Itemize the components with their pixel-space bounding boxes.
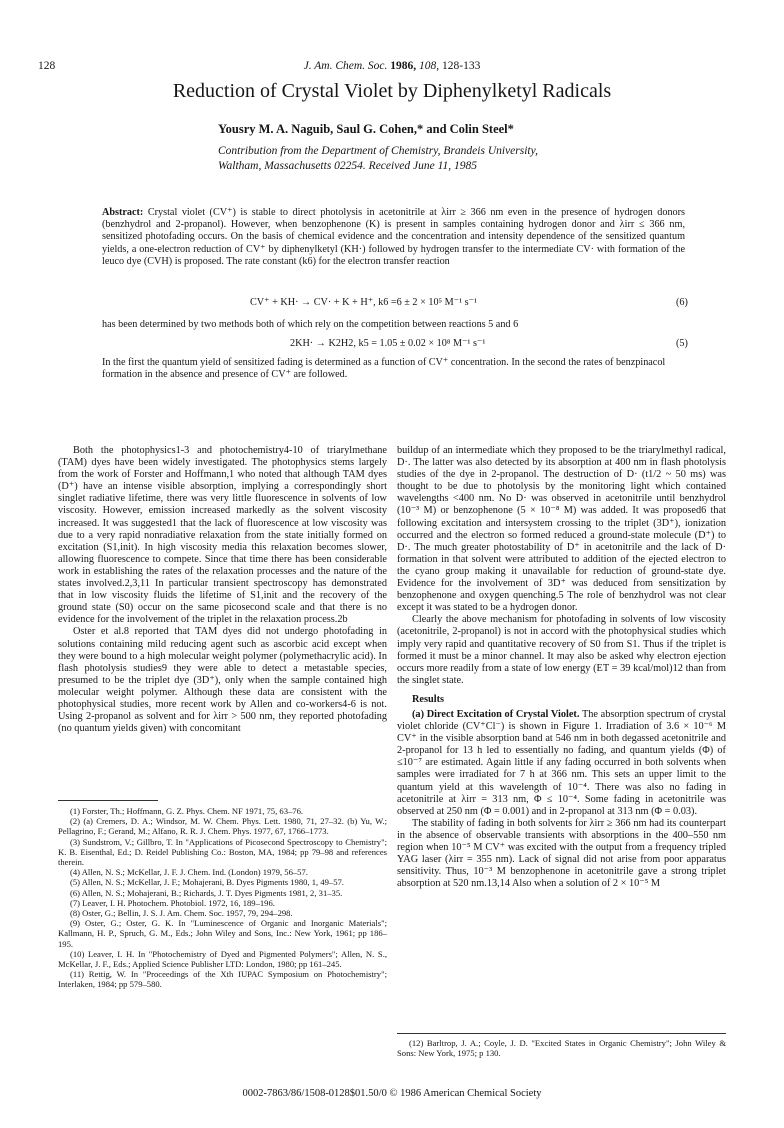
- abstract-continuation: has been determined by two methods both of which rely on the competition between reactions 5 and 6: [102, 319, 519, 330]
- intro-paragraph-3: buildup of an intermediate which they proposed to be the triarylmethyl radical, D·. The latter was also detected by its absorption at 400 nm in flash photolysis studies of the dye in 2-propanol. The destruction of D· (t1/2 ~ 50 ms) was thought to be due to photolysis by the monitoring light which contained wavelengths <400 nm. No D· was observed in acetonitrile until benzhydrol (10⁻³ M) or benzophenone (5 × 10⁻⁸ M) was added. It was proposed6 that following excitation and intersystem crossing to the triplet (3D⁺), ionization occurred and the electron so formed reduced a ground-state molecule (D⁺) to D·. The much greater photostability of D⁺ in acetonitrile and the lack of D· formation in that solvent were attributed to addition of the ejected electron to the cyano group making it unavailable for reduction of ground-state dye. Evidence for the involvement of 3D⁺ was deduced from sensitization by benzophenone and oxygen quenching.5 The role of benzhydrol was not clear except it was stated to be a hydrogen donor.: [397, 445, 726, 614]
- results-paragraph-1: [397, 709, 726, 818]
- footnote: (4) Allen, N. S.; McKellar, J. F. J. Chem. Ind. (London) 1979, 56–57.: [70, 867, 308, 878]
- footnote-rule-left: [58, 800, 158, 801]
- equation-5: 2KH· → K2H2, k5 = 1.05 ± 0.02 × 10⁸ M⁻¹ s⁻¹: [290, 338, 486, 349]
- article-title: Reduction of Crystal Violet by Diphenylketyl Radicals: [172, 80, 612, 102]
- body-left-column: [58, 445, 387, 735]
- affiliation: [218, 144, 778, 173]
- footnote: (11) Rettig, W. In "Proceedings of the Xth IUPAC Symposium on Photochemistry"; Interlaken, 1984; pp 579–580.: [58, 969, 387, 990]
- results-paragraph-1-text: The absorption spectrum of crystal violet chloride (CV⁺Cl⁻) is shown in Figure 1. Irradiation of 3.6 × 10⁻⁶ M CV⁺ in the visible absorption band at 546 nm in both degassed acetonitrile and 2-propanol for 13 h led to essentially no fading, and quantum yields (Φ) of ≤10⁻⁷ are estimated. Again little if any fading occurred in both solvents when samples were irradiated for 7 h at 366 nm. This sets an upper limit to the quantum yield at this wavelength of 10⁻⁴. There was also no fading in acetonitrile at λirr = 313 nm, Φ ≤ 10⁻⁴. Some fading in acetonitrile was observed at 250 nm (Φ = 0.001) and in 2-propanol at 313 nm (Φ = 0.03).: [397, 708, 726, 817]
- journal-year: 1986,: [390, 60, 417, 72]
- footnote: (9) Oster, G.; Oster, G. K. In "Luminescence of Organic and Inorganic Materials"; Kallmann, H. P., Spruch, G. M., Eds.; John Wiley and Sons, Inc.: New York, 1961; pp 186–195.: [58, 918, 387, 949]
- footnote: (5) Allen, N. S.; McKellar, J. F.; Mohajerani, B. Dyes Pigments 1980, 1, 49–57.: [70, 877, 344, 888]
- footnote: (8) Oster, G.; Bellin, J. S. J. Am. Chem. Soc. 1957, 79, 294–298.: [70, 908, 293, 919]
- journal-name: J. Am. Chem. Soc.: [303, 60, 388, 72]
- equation-6: CV⁺ + KH· → CV· + K + H⁺, k6 =6 ± 2 × 10⁵ M⁻¹ s⁻¹: [250, 297, 478, 308]
- abstract-conclusion: In the first the quantum yield of sensitized fading is determined as a function of CV⁺ concentration. In the second the rates of benzpinacol formation in the absence and presence of CV⁺ are followed.: [102, 357, 666, 381]
- page-number: 128: [38, 60, 56, 72]
- journal-pages: 128-133: [442, 60, 481, 72]
- journal-header: [0, 60, 784, 72]
- footnote: (7) Leaver, I. H. Photochem. Photobiol. 1972, 16, 189–196.: [70, 897, 275, 908]
- results-heading: Results: [412, 693, 445, 705]
- footnote: (10) Leaver, I. H. In "Photochemistry of Dyed and Pigmented Polymers"; Allen, N. S., McKellar, J. F., Eds.; Applied Science Publisher LTD: London, 1980; pp 161–245.: [58, 948, 387, 970]
- footnotes-left: [58, 806, 387, 990]
- results-subheading: (a) Direct Excitation of Crystal Violet.: [412, 708, 580, 720]
- equation-5-number: (5): [676, 338, 688, 349]
- footnote: (2) (a) Cremers, D. A.; Windsor, M. W. Chem. Phys. Lett. 1980, 71, 27–32. (b) Yu, W.; Pellagrino, F.; Gerand, M.; Alfano, R. R. J. Chem. Phys. 1977, 67, 1766–1773.: [58, 816, 387, 837]
- footnotes-right: [397, 1038, 726, 1058]
- footnote: (6) Allen, N. S.; Mohajerani, B.; Richards, J. T. Dyes Pigments 1981, 2, 31–35.: [70, 887, 343, 898]
- affiliation-line-2: Waltham, Massachusetts 02254. Received June 11, 1985: [218, 159, 478, 172]
- results-paragraph-2: The stability of fading in both solvents for λirr ≥ 366 nm had its counterpart in the absence of observable transients with absorptions in the 400–550 nm region when 10⁻⁵ M CV⁺ was excited with the output from a frequency tripled YAG laser (λirr = 355 nm). Lack of signal did not arise from poor apparatus sensitivity. Thus, 10⁻³ M benzophenone in acetonitrile gave a strong triplet absorption at 520 nm.13,14 Also when a solution of 2 × 10⁻⁵ M: [397, 817, 726, 890]
- equation-6-number: (6): [676, 297, 688, 308]
- intro-paragraph-4: Clearly the above mechanism for photofading in solvents of low viscosity (acetonitrile, 2-propanol) is not in accord with the photophysical studies which imply very rapid and quantitative recovery of S0 from S1. Thus if the triplet is formed it must be a minor channel. It may also be asked why electron ejection occurs more readily from a state of low energy (ET = 39 kcal/mol)12 than from the singlet state.: [397, 614, 726, 686]
- footnote-rule-right: [397, 1033, 726, 1034]
- abstract: [102, 207, 685, 268]
- journal-volume: 108,: [419, 60, 440, 72]
- intro-paragraph-2: Oster et al.8 reported that TAM dyes did not undergo photofading in solutions containing mild reducing agent such as ascorbic acid except when they were bound to a high molecular weight polymer (polymethacrylic acid). In flash photolysis studies9 they were able to detect a metastable species, presumed to be the triplet dye (3D⁺), only when the sample contained high molecular weight polymer. Although these data are consistent with the photophysical studies, more recent work by Allen and co-workers4-6 is not. Using 2-propanol as solvent and for λirr > 500 nm, they reported photofading (no quantum yields given) with concomitant: [58, 626, 387, 735]
- author-list: Yousry M. A. Naguib, Saul G. Cohen,* and Colin Steel*: [218, 122, 514, 136]
- intro-paragraph-1: Both the photophysics1-3 and photochemistry4-10 of triarylmethane (TAM) dyes have been widely investigated. The photophysics stems largely from the work of Forster and Hoffmann,1 who noted that although TAM dyes (D⁺) have an intense visible absorption, implying a correspondingly short singlet radiative lifetime, there was very little fluorescence in solvents of low viscosity. However, emission increased markedly as the solvent viscosity increased. It was suggested1 that the lack of fluorescence at low viscosity was due to a very rapid nonradiative relaxation from the state initially formed on excitation (S1,init). In high viscosity media this relaxation becomes slower, allowing fluorescence to compete. Since that time there has been considerable work in establishing the rates of the relaxation processes and the nature of the states involved.2,3,11 In particular transient spectroscopy has demonstrated that in low viscosity fluids the lifetime of S1,init and the recovery of the ground state (S0) occur on the same picosecond scale and that there is no evidence for the involvement of the triplet in the relaxation process.2b: [58, 445, 387, 626]
- abstract-text: Crystal violet (CV⁺) is stable to direct photolysis in acetonitrile at λirr ≥ 366 nm even in the presence of hydrogen donors (benzhydrol and 2-propanol). However, when benzophenone (K) is present in samples containing hydrogen donor and λirr ≤ 366 nm, sensitized photofading occurs. On the basis of chemical evidence and the concentration and intensity dependence of the sensitized quantum yields, a one-electron reduction of CV⁺ by diphenylketyl (KH·) followed by hydrogen transfer to the intermediate CV· with formation of the leuco dye (CVH) is proposed. The rate constant (k6) for the electron transfer reaction: [102, 207, 686, 267]
- abstract-label: Abstract:: [102, 207, 144, 218]
- footnote: (12) Barltrop, J. A.; Coyle, J. D. "Excited States in Organic Chemistry"; John Wiley & Sons: New York, 1975; p 130.: [397, 1038, 726, 1059]
- copyright-footer: 0002-7863/86/1508-0128$01.50/0 © 1986 American Chemical Society: [242, 1088, 542, 1099]
- footnote: (3) Sundstrom, V.; Gillbro, T. In "Applications of Picosecond Spectroscopy to Chemistry"; K. B. Eisenthal, Ed.; D. Reidel Publishing Co.: Boston, MA, 1984; pp 79–98 and references therein.: [58, 836, 387, 868]
- body-right-column: [397, 445, 726, 890]
- affiliation-line-1: Contribution from the Department of Chemistry, Brandeis University,: [218, 145, 538, 157]
- footnote: (1) Forster, Th.; Hoffmann, G. Z. Phys. Chem. NF 1971, 75, 63–76.: [70, 806, 304, 816]
